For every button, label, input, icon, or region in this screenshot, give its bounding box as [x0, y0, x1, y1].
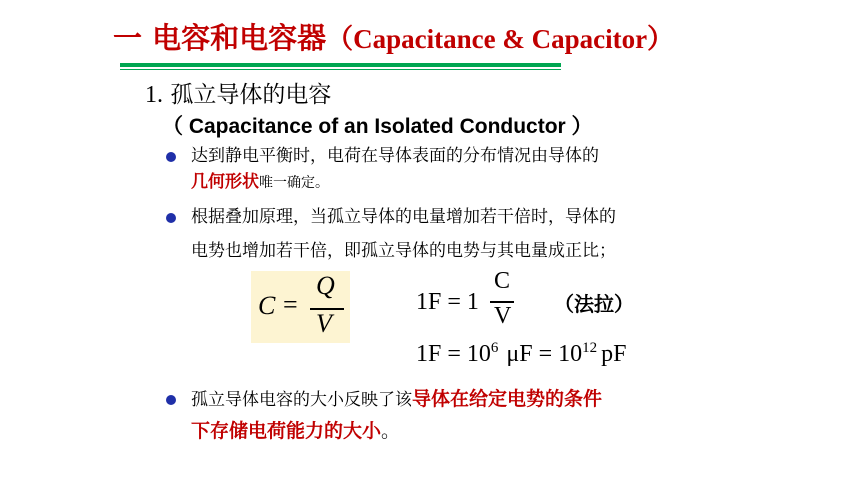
page-title — [113, 16, 674, 57]
bullet-1-highlight: 几何形状 — [191, 172, 259, 192]
bullet-1-line-1: 达到静电平衡时，电荷在导体表面的分布情况由导体的 — [191, 146, 599, 166]
title-chinese: 一 电容和电容器 — [113, 21, 327, 55]
formula-equals: = — [283, 290, 298, 319]
bullet-3-dot — [166, 395, 176, 405]
unit-conversion-formula: $1F = 10^6$ $\mu F = 10^{12}$ pF — [416, 340, 627, 367]
title-english: （Capacitance & Capacitor） — [326, 24, 675, 54]
unit-formula-numerator: C — [494, 268, 511, 294]
section-title: 孤立导体的电容 — [170, 82, 332, 108]
bullet-3-line-2: 下存储电荷能力的大小。 — [191, 420, 401, 442]
section-english-title: （ Capacitance of an Isolated Conductor ） — [162, 115, 593, 138]
bullet-1-dot — [166, 152, 176, 162]
section-number: 1. — [145, 82, 163, 108]
bullet-2-line-1: 根据叠加原理，当孤立导体的电量增加若干倍时，导体的 — [191, 207, 616, 227]
bullet-2-dot — [166, 213, 176, 223]
formula-denominator-v: V — [316, 309, 332, 338]
section-heading — [145, 76, 331, 109]
title-underline-thin — [120, 69, 561, 70]
bullet-2-line-2: 电势也增加若干倍，即孤立导体的电势与其电量成正比； — [191, 241, 616, 261]
farad-name: （法拉） — [554, 292, 634, 316]
bullet-1-tail: 唯一确定。 — [259, 175, 329, 191]
bullet-1-line-2 — [191, 167, 329, 198]
bullet-3-line-1: 孤立导体电容的大小反映了该导体在给定电势的条件 — [191, 388, 603, 410]
formula-numerator-q: Q — [316, 271, 335, 300]
unit-formula-denominator: V — [494, 303, 512, 329]
unit-formula-lhs: 1F = 1 — [416, 289, 479, 315]
bullet-3-highlight-1: 导体在给定电势的条件 — [412, 388, 603, 410]
bullet-3-highlight-2: 下存储电荷能力的大小 — [191, 420, 382, 442]
title-underline-thick — [120, 63, 561, 67]
formula-c-symbol: C — [258, 291, 276, 320]
